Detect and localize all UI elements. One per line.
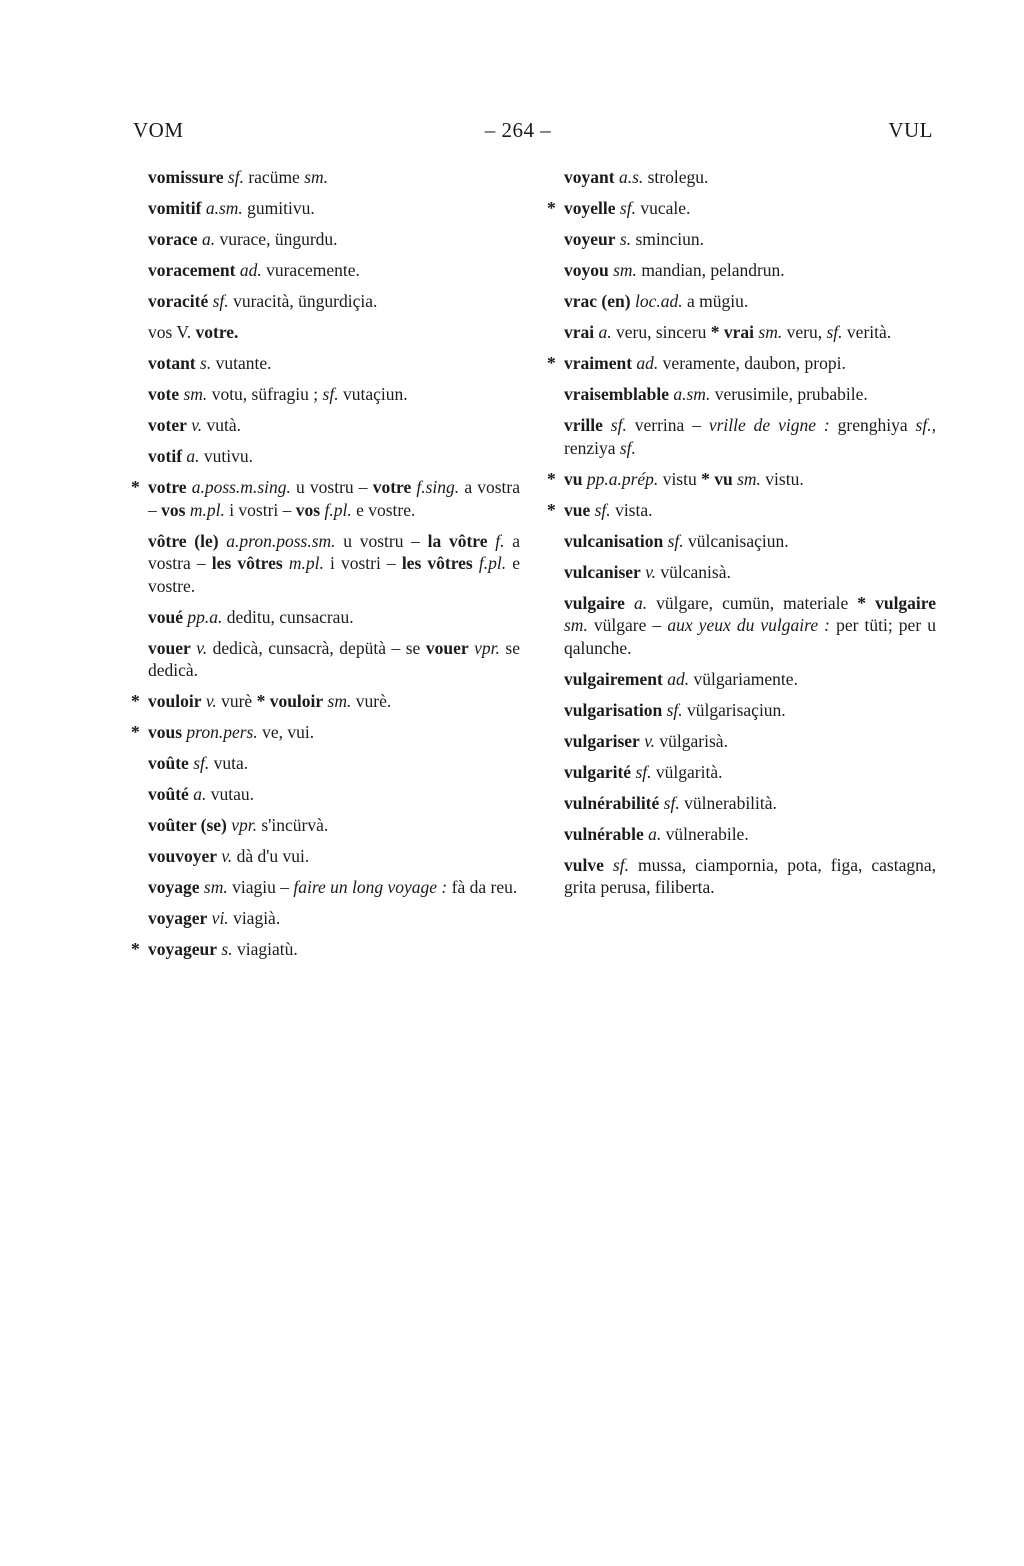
definition-text: vülnerabilità.	[679, 792, 777, 813]
grammar-label: sf.	[662, 699, 683, 720]
grammar-label: sf.	[826, 322, 843, 342]
grammar-label: a.	[624, 592, 648, 613]
dictionary-entry	[131, 938, 520, 961]
grammar-label: a.	[643, 823, 662, 844]
headword: vulve	[564, 854, 604, 875]
grammar-label: v.	[190, 637, 208, 658]
dictionary-entry	[148, 752, 520, 775]
definition-text: mandian, pelandrun.	[636, 260, 785, 280]
definition-text: vistu.	[760, 468, 804, 489]
dictionary-entry	[148, 814, 520, 837]
definition-text: vülgariamente.	[689, 668, 798, 689]
page-header	[133, 118, 933, 148]
grammar-label: sm.	[179, 384, 208, 404]
definition-text: u vostru –	[335, 530, 428, 551]
grammar-label: s.	[195, 353, 212, 373]
asterisk-marker: *	[547, 499, 556, 520]
dictionary-entry	[148, 166, 520, 189]
dictionary-entry	[148, 530, 520, 598]
headword: vulgariser	[564, 730, 640, 751]
definition-text: grenghiya	[829, 415, 916, 435]
grammar-label: sf.	[208, 291, 229, 311]
left-column	[131, 166, 520, 969]
definition-text: per tüti; per u qalunche.	[564, 615, 936, 658]
grammar-label: s.	[217, 939, 233, 959]
grammar-label: vrille de vigne :	[708, 415, 830, 435]
definition-text: veru,	[782, 322, 827, 342]
definition-text: vutaçiun.	[338, 384, 408, 404]
definition-text: dà d'u vui.	[232, 846, 310, 866]
definition-text: verrina –	[626, 415, 709, 435]
dictionary-entry	[131, 476, 520, 521]
definition-text: s'incürvà.	[257, 815, 329, 835]
dictionary-entry	[148, 352, 520, 375]
definition-text: u vostru –	[290, 477, 373, 497]
grammar-label: faire un long voyage :	[293, 877, 448, 897]
grammar-label: ad.	[632, 353, 659, 373]
headword: vos	[161, 499, 186, 520]
dictionary-entry	[564, 823, 936, 846]
headword: vulgarité	[564, 761, 632, 782]
headword: vulgaire	[564, 592, 625, 613]
headword: voûté	[148, 784, 189, 804]
grammar-label: a.poss.m.sing.	[186, 477, 291, 497]
headword: vulcaniser	[564, 561, 641, 582]
dictionary-entry	[564, 592, 936, 660]
definition-text: viagiu –	[227, 877, 294, 897]
definition-text: e vostre.	[148, 553, 520, 596]
grammar-label: vpr.	[468, 637, 500, 658]
definition-text: a mügiu.	[682, 291, 749, 311]
grammar-label: v.	[186, 415, 203, 435]
definition-text: viagiatù.	[232, 939, 298, 959]
dictionary-entry	[564, 228, 936, 251]
definition-text: racüme	[243, 167, 305, 187]
headword: vomissure	[148, 167, 224, 187]
dictionary-entry	[564, 414, 936, 459]
definition-text: viagià.	[228, 908, 281, 928]
headword: vu	[564, 468, 583, 489]
dictionary-entry	[148, 637, 520, 682]
headword: votre	[148, 477, 187, 497]
dictionary-entry	[131, 690, 520, 713]
definition-text: vülgarità.	[651, 761, 723, 782]
headword: vrille	[564, 415, 603, 435]
definition-text: V.	[172, 322, 196, 342]
headword: vouvoyer	[148, 846, 218, 866]
dictionary-entry	[148, 876, 520, 899]
headword: vouer	[148, 637, 191, 658]
definition-text: vos	[148, 322, 173, 342]
grammar-label: sm.	[608, 260, 637, 280]
grammar-label: ad.	[235, 260, 262, 280]
headword: vraiment	[564, 353, 633, 373]
grammar-label: a.s.	[614, 167, 644, 187]
right-column	[547, 166, 937, 907]
headword: vos	[295, 499, 321, 520]
grammar-label: f.sing.	[411, 477, 460, 497]
headword: voyeur	[564, 229, 616, 249]
definition-text: vurè	[216, 691, 257, 711]
asterisk-marker: *	[547, 353, 556, 373]
grammar-label: vi.	[207, 908, 229, 928]
definition-text: i vostri –	[224, 499, 296, 520]
grammar-label: aux yeux du vulgaire :	[667, 615, 830, 635]
dictionary-entry	[564, 668, 936, 691]
definition-text: vülcanisaçiun.	[683, 530, 789, 551]
grammar-label: sf.	[188, 753, 210, 773]
grammar-label: m.pl.	[282, 553, 324, 573]
definition-text: se dedicà.	[148, 637, 520, 680]
definition-text: vurè.	[351, 691, 392, 711]
definition-text: vülnerabile.	[661, 823, 749, 844]
dictionary-entry	[564, 792, 936, 815]
grammar-label: sf.	[590, 499, 611, 520]
grammar-label: sf.,	[915, 415, 936, 435]
headword: * vrai	[710, 322, 755, 342]
definition-text: mussa, ciampornia, pota, figa, castagna, grita perusa, filiberta.	[564, 854, 936, 897]
definition-text: vista.	[610, 499, 653, 520]
dictionary-entry	[564, 699, 936, 722]
grammar-label: sf.	[663, 530, 684, 551]
definition-text: vistu	[658, 468, 702, 489]
grammar-label: a.	[182, 446, 200, 466]
grammar-label: loc.ad.	[630, 291, 683, 311]
dictionary-entry	[564, 854, 936, 899]
headword: * vulgaire	[857, 592, 937, 613]
grammar-label: a.	[197, 229, 216, 249]
definition-text: veramente, daubon, propi.	[658, 353, 846, 373]
grammar-label: pp.a.prép.	[582, 468, 659, 489]
definition-text: vutau.	[206, 784, 254, 804]
headword: vouloir	[148, 691, 202, 711]
definition-text: verusimile, prubabile.	[710, 384, 868, 404]
headword: votre	[372, 477, 412, 497]
dictionary-entry	[547, 468, 936, 491]
definition-text: vuracemente.	[261, 260, 360, 280]
headword: vouer	[425, 637, 469, 658]
headword: vraisemblable	[564, 384, 669, 404]
grammar-label: v.	[217, 846, 233, 866]
definition-text: vurace, üngurdu.	[215, 229, 338, 249]
headword: vrac (en)	[564, 291, 631, 311]
dictionary-entry	[564, 730, 936, 753]
asterisk-marker: *	[131, 691, 140, 711]
headword: vous	[148, 722, 183, 742]
dictionary-entry	[148, 606, 520, 629]
definition-text: sminciun.	[631, 229, 705, 249]
headword: vulnérabilité	[564, 792, 660, 813]
headword: vulnérable	[564, 823, 644, 844]
page-number: – 264 –	[484, 118, 552, 142]
definition-text: a vostra –	[148, 530, 520, 573]
dictionary-entry	[148, 197, 520, 220]
definition-text: veru, sinceru	[611, 322, 711, 342]
grammar-label: a.sm.	[201, 198, 243, 218]
headword: vue	[564, 499, 591, 520]
grammar-label: pron.pers.	[182, 722, 258, 742]
grammar-label: sf.	[602, 415, 627, 435]
dictionary-entry	[148, 290, 520, 313]
definition-text: vülgare, cumün, materiale	[647, 592, 858, 613]
definition-text: ve, vui.	[257, 722, 315, 742]
definition-text: vülgarisà.	[655, 730, 728, 751]
headword: vorace	[148, 229, 198, 249]
definition-text: vutivu.	[199, 446, 254, 466]
grammar-label: m.pl.	[185, 499, 225, 520]
header-guideword-last: VUL	[888, 118, 933, 142]
headword: voter	[148, 415, 187, 435]
dictionary-entry	[148, 414, 520, 437]
grammar-label: s.	[615, 229, 632, 249]
grammar-label: sf.	[322, 384, 339, 404]
headword: voûter (se)	[148, 815, 227, 835]
grammar-label: v.	[640, 561, 657, 582]
headword: voûte	[148, 753, 189, 773]
headword: vote	[148, 384, 180, 404]
definition-text: vuta.	[209, 753, 249, 773]
dictionary-entry	[564, 290, 936, 313]
headword: votre.	[195, 322, 239, 342]
headword: voyou	[564, 260, 609, 280]
grammar-label: f.pl.	[320, 499, 352, 520]
headword: voyelle	[564, 198, 616, 218]
dictionary-entry	[148, 259, 520, 282]
grammar-label: sf.	[603, 854, 629, 875]
dictionary-entry	[547, 197, 936, 220]
dictionary-entry	[564, 321, 936, 344]
dictionary-entry	[131, 721, 520, 744]
dictionary-entry	[564, 761, 936, 784]
definition-text: gumitivu.	[242, 198, 315, 218]
grammar-label: sf.	[619, 437, 636, 458]
definition-text: vülgare –	[587, 615, 668, 635]
asterisk-marker: *	[547, 198, 556, 218]
headword: votant	[148, 353, 196, 373]
headword: voracité	[148, 291, 209, 311]
asterisk-marker: *	[131, 722, 140, 742]
grammar-label: f.pl.	[472, 553, 507, 573]
headword: voyageur	[148, 939, 218, 959]
headword: votif	[148, 446, 183, 466]
headword: vrai	[564, 322, 595, 342]
definition-text: renziya	[564, 437, 620, 458]
grammar-label: a.	[188, 784, 207, 804]
definition-text: vülcanisà.	[656, 561, 731, 582]
grammar-label: sm.	[323, 691, 352, 711]
dictionary-entry	[148, 445, 520, 468]
dictionary-entry	[148, 845, 520, 868]
grammar-label: sf.	[223, 167, 244, 187]
headword: voyant	[564, 167, 615, 187]
grammar-label: v.	[201, 691, 217, 711]
headword: voyage	[148, 877, 200, 897]
grammar-label: sm.	[199, 877, 228, 897]
grammar-label: v.	[639, 730, 656, 751]
headword: * vouloir	[256, 691, 324, 711]
headword: voracement	[148, 260, 236, 280]
definition-text: verità.	[842, 322, 892, 342]
definition-text: vucale.	[635, 198, 691, 218]
grammar-label: sf.	[659, 792, 680, 813]
definition-text: fà da reu.	[447, 877, 518, 897]
definition-text: a vostra –	[148, 477, 520, 520]
definition-text: e vostre.	[351, 499, 416, 520]
dictionary-entry	[547, 499, 936, 522]
grammar-label: sf.	[615, 198, 636, 218]
definition-text: i vostri –	[323, 553, 402, 573]
grammar-label: pp.a.	[183, 606, 223, 627]
definition-text: dedicà, cunsacrà, depütà – se	[207, 637, 426, 658]
grammar-label: sm.	[304, 167, 329, 187]
grammar-label: sm.	[754, 322, 783, 342]
dictionary-entry	[148, 383, 520, 406]
definition-text: deditu, cunsacrau.	[222, 606, 354, 627]
dictionary-entry	[564, 166, 936, 189]
headword: voué	[148, 606, 183, 627]
definition-text: vülgarisaçiun.	[682, 699, 786, 720]
definition-text: votu, süfragiu ;	[207, 384, 323, 404]
dictionary-entry	[564, 383, 936, 406]
asterisk-marker: *	[547, 468, 556, 489]
asterisk-marker: *	[131, 477, 140, 497]
grammar-label: sf.	[631, 761, 652, 782]
grammar-label: vpr.	[226, 815, 258, 835]
headword: vulgairement	[564, 668, 663, 689]
grammar-label: a.pron.poss.sm.	[218, 530, 336, 551]
headword: vulcanisation	[564, 530, 664, 551]
grammar-label: sm.	[732, 468, 761, 489]
grammar-label: a.	[594, 322, 612, 342]
dictionary-entry	[564, 530, 936, 553]
definition-text: vutante.	[211, 353, 272, 373]
grammar-label: ad.	[662, 668, 690, 689]
dictionary-entry	[148, 321, 520, 344]
dictionary-entry	[564, 561, 936, 584]
headword: * vu	[701, 468, 733, 489]
grammar-label: a.sm.	[669, 384, 711, 404]
dictionary-entry	[148, 907, 520, 930]
headword: les vôtres	[401, 553, 473, 573]
dictionary-entry	[148, 228, 520, 251]
headword: vulgarisation	[564, 699, 663, 720]
grammar-label: f.	[487, 530, 505, 551]
definition-text: vutà.	[202, 415, 241, 435]
definition-text: vuracità, üngurdiçia.	[228, 291, 378, 311]
headword: les vôtres	[211, 553, 283, 573]
header-guideword-first: VOM	[133, 118, 184, 142]
grammar-label: sm.	[564, 615, 588, 635]
dictionary-entry	[564, 259, 936, 282]
headword: vomitif	[148, 198, 202, 218]
dictionary-entry	[148, 783, 520, 806]
definition-text: strolegu.	[643, 167, 709, 187]
headword: la vôtre	[427, 530, 488, 551]
dictionary-entry	[547, 352, 936, 375]
asterisk-marker: *	[131, 939, 140, 959]
headword: vôtre (le)	[148, 530, 219, 551]
headword: voyager	[148, 908, 208, 928]
